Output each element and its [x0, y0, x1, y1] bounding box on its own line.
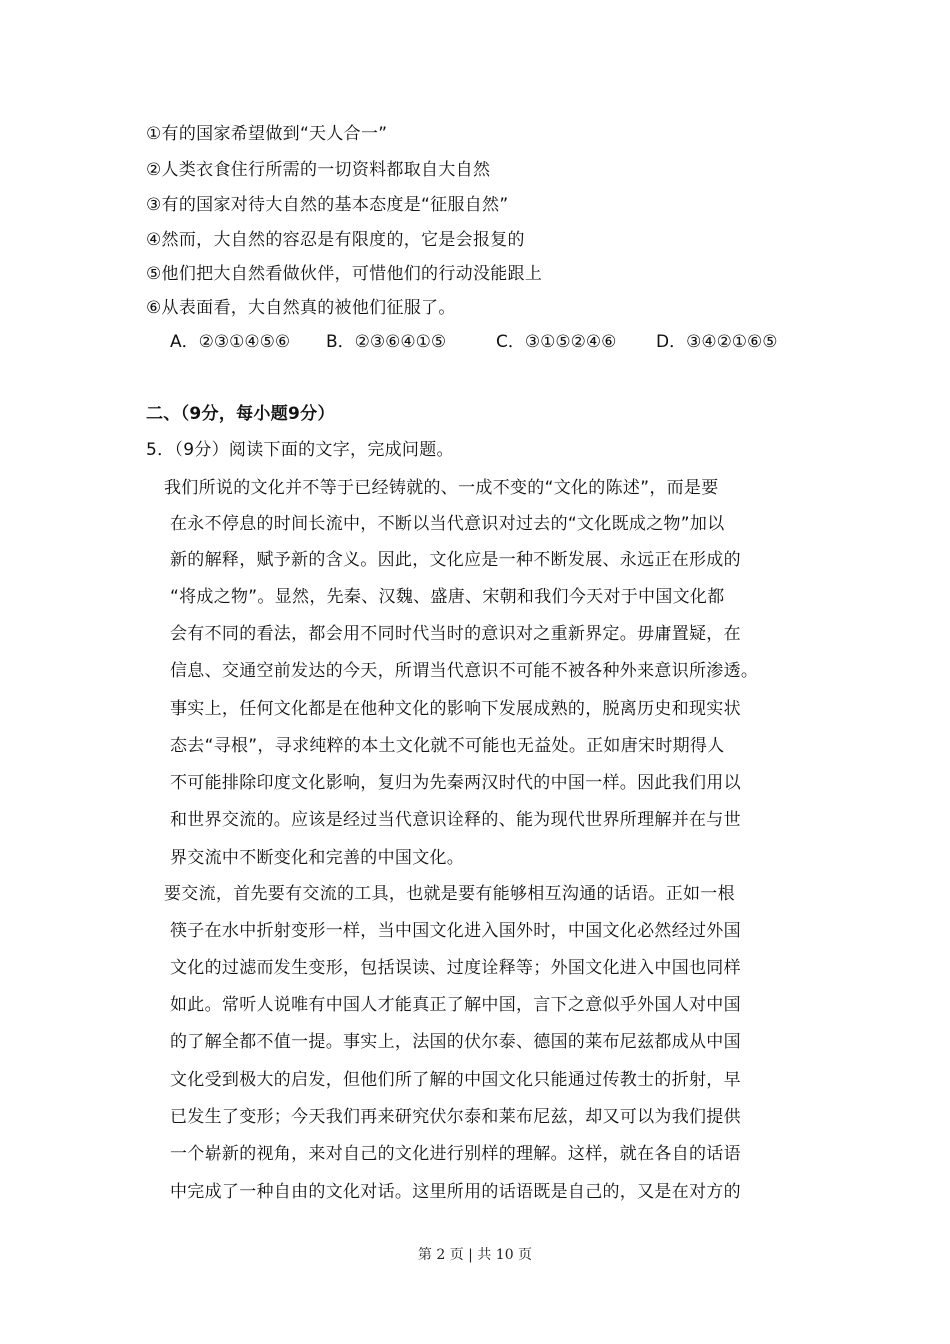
paragraph-line: 信息、交通空前发达的今天，所谓当代意识不可能不被各种外来意识所渗透。	[170, 661, 759, 681]
paragraph-line: 如此。常听人说唯有中国人才能真正了解中国，言下之意似乎外国人对中国	[170, 995, 741, 1015]
option-d[interactable]: D．③④②①⑥⑤	[656, 332, 778, 352]
paragraph-line: 新的解释，赋予新的含义。因此，文化应是一种不断发展、永远正在形成的	[170, 550, 741, 570]
paragraph-line: 不可能排除印度文化影响，复归为先秦两汉时代的中国一样。因此我们用以	[170, 773, 741, 793]
answer-options	[170, 330, 778, 354]
paragraph-line: 界交流中不断变化和完善的中国文化。	[170, 848, 465, 868]
option-a[interactable]: A．②③①④⑤⑥	[170, 332, 291, 352]
question-header: 5．（9分）阅读下面的文字，完成问题。	[146, 440, 454, 460]
page-footer: 第 2 页 | 共 10 页	[417, 1247, 533, 1263]
option-c[interactable]: C．③①⑤②④⑥	[496, 332, 617, 352]
paragraph-line: 筷子在水中折射变形一样，当中国文化进入国外时，中国文化必然经过外国	[170, 921, 741, 941]
section-heading: 二、（9分，每小题9分）	[146, 404, 335, 424]
list-item-4: ④然而，大自然的容忍是有限度的，它是会报复的	[146, 230, 525, 250]
paragraph-line: “将成之物”。显然，先秦、汉魏、盛唐、宋朝和我们今天对于中国文化都	[170, 587, 725, 607]
paragraph-line: 事实上，任何文化都是在他种文化的影响下发展成熟的，脱离历史和现实状	[170, 699, 741, 719]
option-b[interactable]: B．②③⑥④①⑤	[326, 332, 447, 352]
paragraph-line: 会有不同的看法，都会用不同时代当时的意识对之重新界定。毋庸置疑，在	[170, 624, 741, 644]
paragraph-line: 态去“寻根”，寻求纯粹的本土文化就不可能也无益处。正如唐宋时期得人	[170, 736, 725, 756]
paragraph-line: 要交流，首先要有交流的工具，也就是要有能够相互沟通的话语。正如一根	[164, 884, 735, 904]
paragraph-line: 我们所说的文化并不等于已经铸就的、一成不变的“文化的陈述”，而是要	[164, 478, 719, 498]
list-item-5: ⑤他们把大自然看做伙伴，可惜他们的行动没能跟上	[146, 264, 543, 284]
list-item-1: ①有的国家希望做到“天人合一”	[146, 124, 388, 144]
paragraph-line: 文化的过滤而发生变形，包括误读、过度诠释等；外国文化进入中国也同样	[170, 958, 741, 978]
paragraph-line: 已发生了变形；今天我们再来研究伏尔泰和莱布尼兹，却又可以为我们提供	[170, 1107, 741, 1127]
list-item-2: ②人类衣食住行所需的一切资料都取自大自然	[146, 160, 491, 180]
paragraph-line: 中完成了一种自由的文化对话。这里所用的话语既是自己的，又是在对方的	[170, 1182, 741, 1202]
paragraph-line: 和世界交流的。应该是经过当代意识诠释的、能为现代世界所理解并在与世	[170, 810, 741, 830]
paragraph-line: 在永不停息的时间长流中，不断以当代意识对过去的“文化既成之物”加以	[170, 514, 725, 534]
list-item-3: ③有的国家对待大自然的基本态度是“征服自然”	[146, 195, 509, 215]
paragraph-line: 一个崭新的视角，来对自己的文化进行别样的理解。这样，就在各自的话语	[170, 1144, 741, 1164]
paragraph-line: 文化受到极大的启发，但他们所了解的中国文化只能通过传教士的折射，早	[170, 1070, 741, 1090]
paragraph-line: 的了解全都不值一提。事实上，法国的伏尔泰、德国的莱布尼兹都成从中国	[170, 1032, 741, 1052]
list-item-6: ⑥从表面看，大自然真的被他们征服了。	[146, 298, 456, 318]
